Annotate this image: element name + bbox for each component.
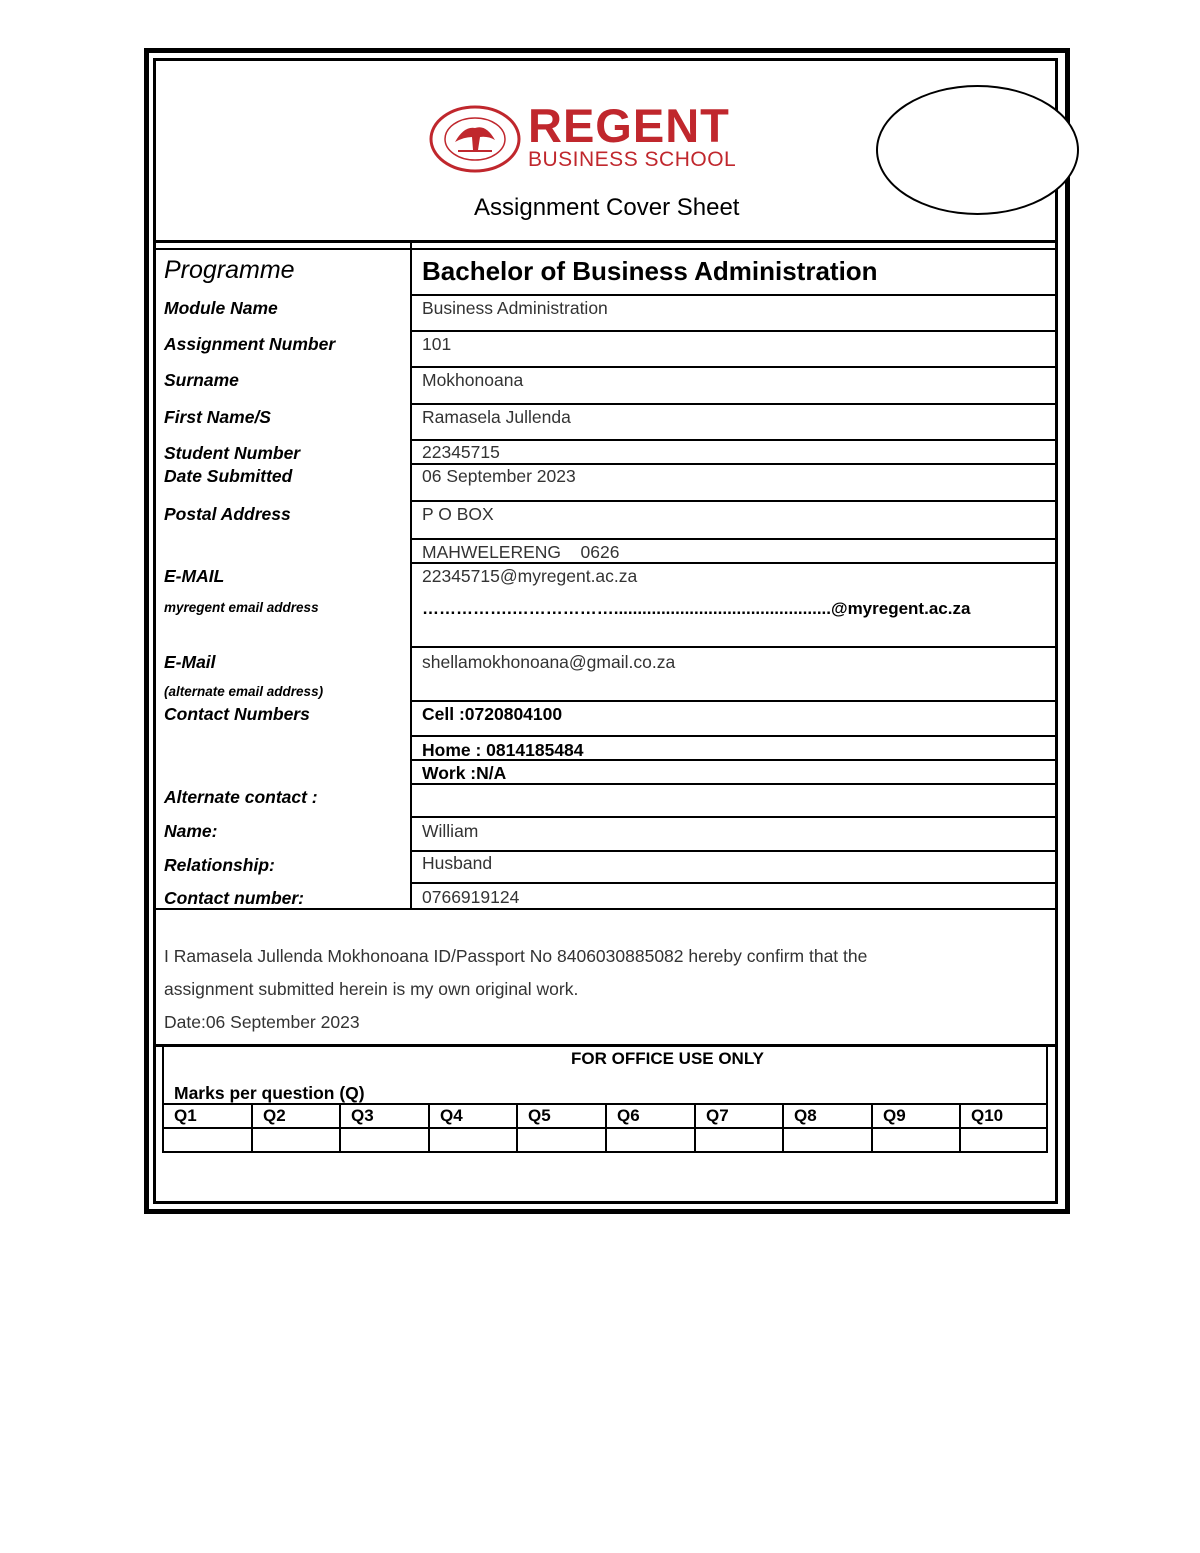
- email-label: E-MAIL: [164, 566, 225, 586]
- mark-cell-q7[interactable]: [696, 1129, 781, 1150]
- relationship-label: Relationship:: [164, 855, 275, 875]
- contact-number-label: Contact number:: [164, 888, 304, 908]
- cell-number: Cell :0720804100: [422, 704, 563, 724]
- sheet-title: Assignment Cover Sheet: [474, 194, 740, 221]
- email-value: 22345715@myregent.ac.za: [422, 566, 638, 586]
- student-number-label: Student Number: [164, 443, 301, 463]
- alt-email-label: E-Mail: [164, 652, 216, 672]
- assignment-number-label: Assignment Number: [164, 334, 336, 354]
- name-value: William: [422, 821, 479, 841]
- postal-line-1: P O BOX: [422, 504, 494, 524]
- regent-emblem-logo: [428, 104, 522, 174]
- question-header-q10: Q10: [971, 1106, 1004, 1125]
- first-name-value: Ramasela Jullenda: [422, 407, 571, 427]
- contact-numbers-label: Contact Numbers: [164, 704, 310, 724]
- work-number: Work :N/A: [422, 763, 507, 783]
- question-header-q6: Q6: [617, 1106, 640, 1125]
- home-number: Home : 0814185484: [422, 740, 584, 760]
- mark-cell-q8[interactable]: [784, 1129, 869, 1150]
- question-header-q8: Q8: [794, 1106, 817, 1125]
- module-label: Module Name: [164, 298, 278, 318]
- declaration-line-2: assignment submitted herein is my own original work.: [164, 979, 579, 999]
- date-submitted-label: Date Submitted: [164, 466, 293, 486]
- contact-number-value: 0766919124: [422, 887, 520, 907]
- email-template: …………….………………..............................................@myregent.ac.za: [422, 599, 971, 618]
- question-header-q2: Q2: [263, 1106, 286, 1125]
- mark-cell-q10[interactable]: [961, 1129, 1046, 1150]
- programme-value: Bachelor of Business Administration: [422, 256, 878, 286]
- mark-cell-q2[interactable]: [253, 1129, 338, 1150]
- mark-cell-q4[interactable]: [430, 1129, 515, 1150]
- date-submitted-value: 06 September 2023: [422, 466, 576, 486]
- mark-cell-q1[interactable]: [164, 1129, 249, 1150]
- question-header-q1: Q1: [174, 1106, 197, 1125]
- email-sublabel: myregent email address: [164, 600, 319, 615]
- question-header-q4: Q4: [440, 1106, 463, 1125]
- mark-cell-q6[interactable]: [607, 1129, 692, 1150]
- office-use-title: FOR OFFICE USE ONLY: [571, 1049, 765, 1068]
- surname-label: Surname: [164, 370, 239, 390]
- declaration-date: Date:06 September 2023: [164, 1012, 360, 1032]
- assignment-number-value: 101: [422, 334, 452, 354]
- postal-address-label: Postal Address: [164, 504, 291, 524]
- marks-per-question-label: Marks per question (Q): [174, 1083, 365, 1103]
- question-header-q5: Q5: [528, 1106, 551, 1125]
- student-number-value: 22345715: [422, 442, 500, 462]
- mark-cell-q3[interactable]: [341, 1129, 426, 1150]
- brand-name: REGENT: [528, 99, 730, 152]
- alt-email-value: shellamokhonoana@gmail.co.za: [422, 652, 676, 672]
- declaration-line-1: I Ramasela Jullenda Mokhonoana ID/Passport No 8406030885082 hereby confirm that the: [164, 946, 868, 966]
- photo-oval: [876, 85, 1079, 215]
- alternate-contact-label: Alternate contact :: [164, 787, 318, 807]
- first-name-label: First Name/S: [164, 407, 271, 427]
- question-header-q3: Q3: [351, 1106, 374, 1125]
- surname-value: Mokhonoana: [422, 370, 524, 390]
- mark-cell-q5[interactable]: [518, 1129, 603, 1150]
- question-header-q9: Q9: [883, 1106, 906, 1125]
- alt-email-sublabel: (alternate email address): [164, 684, 324, 699]
- relationship-value: Husband: [422, 853, 493, 873]
- question-header-q7: Q7: [706, 1106, 729, 1125]
- name-label: Name:: [164, 821, 218, 841]
- module-value: Business Administration: [422, 298, 608, 318]
- mark-cell-q9[interactable]: [873, 1129, 958, 1150]
- postal-line-2: MAHWELERENG 0626: [422, 542, 620, 562]
- brand-subtitle: BUSINESS SCHOOL: [528, 148, 737, 171]
- programme-label: Programme: [164, 256, 295, 284]
